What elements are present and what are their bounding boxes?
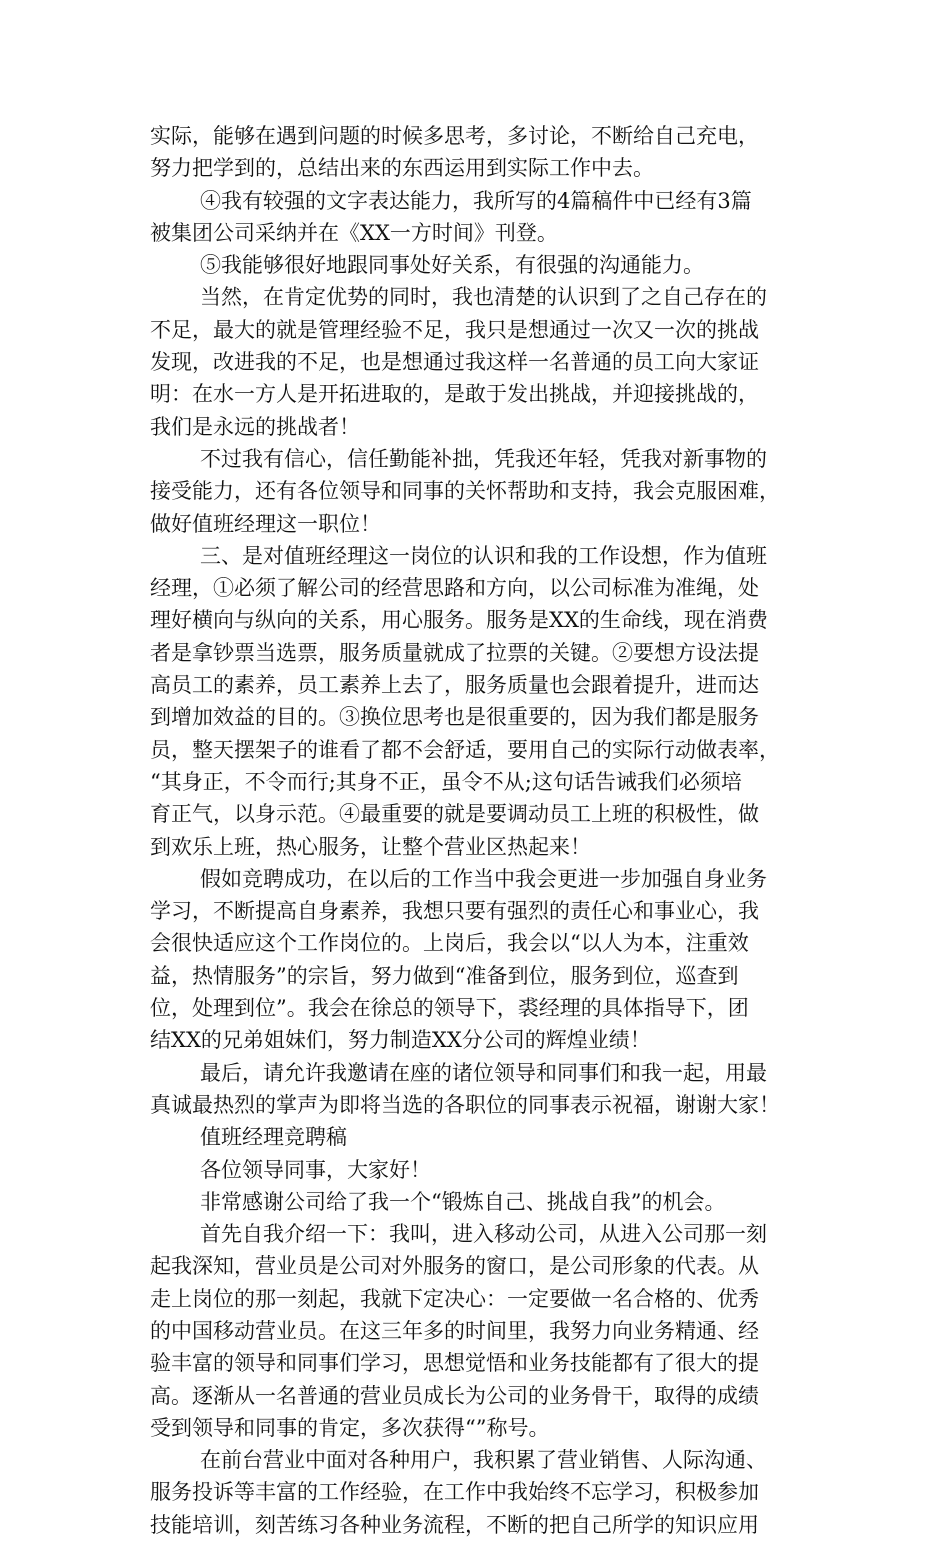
document-body bbox=[150, 120, 810, 1541]
text-line: 技能培训，刻苦练习各种业务流程，不断的把自己所学的知识应用 bbox=[150, 1512, 759, 1537]
text-line: 员，整天摆架子的谁看了都不会舒适，要用自己的实际行动做表率， bbox=[150, 737, 780, 762]
text-line: 三、是对值班经理这一岗位的认识和我的工作设想，作为值班 bbox=[200, 543, 767, 568]
text-line: 不过我有信心，信任勤能补拙，凭我还年轻，凭我对新事物的 bbox=[200, 446, 767, 471]
text-line: 明：在水一方人是开拓进取的，是敢于发出挑战，并迎接挑战的， bbox=[150, 382, 759, 407]
text-line: 起我深知，营业员是公司对外服务的窗口，是公司形象的代表。从 bbox=[150, 1254, 759, 1279]
text-line: 理好横向与纵向的关系，用心服务。服务是XX的生命线，现在消费 bbox=[150, 608, 768, 633]
text-line: 高。逐渐从一名普通的营业员成长为公司的业务骨干，取得的成绩 bbox=[150, 1383, 759, 1408]
text-line: “其身正，不令而行;其身不正，虽令不从;这句话告诫我们必须培 bbox=[150, 769, 742, 794]
text-line: ④我有较强的文字表达能力，我所写的4篇稿件中已经有3篇 bbox=[200, 188, 752, 213]
text-line: 真诚最热烈的掌声为即将当选的各职位的同事表示祝福，谢谢大家！ bbox=[150, 1092, 780, 1117]
text-line: 受到领导和同事的肯定，多次获得“”称号。 bbox=[150, 1415, 550, 1440]
text-line: 会很快适应这个工作岗位的。上岗后，我会以“以人为本，注重效 bbox=[150, 931, 749, 956]
text-line: 做好值班经理这一职位！ bbox=[150, 511, 381, 536]
text-line: 者是拿钞票当选票，服务质量就成了拉票的关键。②要想方设法提 bbox=[150, 640, 759, 665]
text-line: 的中国移动营业员。在这三年多的时间里，我努力向业务精通、经 bbox=[150, 1318, 759, 1343]
text-line: 经理，①必须了解公司的经营思路和方向，以公司标准为准绳，处 bbox=[150, 576, 759, 601]
text-line: 到增加效益的目的。③换位思考也是很重要的，因为我们都是服务 bbox=[150, 705, 759, 730]
text-line: ⑤我能够很好地跟同事处好关系，有很强的沟通能力。 bbox=[200, 253, 704, 278]
text-line: 益，热情服务”的宗旨，努力做到“准备到位，服务到位，巡查到 bbox=[150, 963, 739, 988]
text-line: 验丰富的领导和同事们学习，思想觉悟和业务技能都有了很大的提 bbox=[150, 1351, 759, 1376]
text-line: 最后，请允许我邀请在座的诸位领导和同事们和我一起，用最 bbox=[200, 1060, 767, 1085]
text-line: 实际，能够在遇到问题的时候多思考，多讨论，不断给自己充电， bbox=[150, 124, 759, 148]
text-line: 首先自我介绍一下：我叫，进入移动公司，从进入公司那一刻 bbox=[200, 1222, 767, 1247]
text-line: 学习，不断提高自身素养，我想只要有强烈的责任心和事业心，我 bbox=[150, 899, 759, 924]
text-line: 发现，改进我的不足，也是想通过我这样一名普通的员工向大家证 bbox=[150, 350, 759, 375]
text-line: 育正气，以身示范。④最重要的就是要调动员工上班的积极性，做 bbox=[150, 802, 759, 827]
text-line: 值班经理竞聘稿 bbox=[200, 1125, 347, 1150]
text-line: 位，处理到位”。我会在徐总的领导下，裘经理的具体指导下，团 bbox=[150, 996, 749, 1021]
text-line: 我们是永远的挑战者！ bbox=[150, 414, 360, 439]
text-line: 到欢乐上班，热心服务，让整个营业区热起来！ bbox=[150, 834, 591, 859]
text-line: 努力把学到的，总结出来的东西运用到实际工作中去。 bbox=[150, 156, 654, 181]
text-line: 各位领导同事，大家好！ bbox=[200, 1157, 431, 1182]
text-line: 服务投诉等丰富的工作经验，在工作中我始终不忘学习，积极参加 bbox=[150, 1480, 759, 1505]
text-line: 接受能力，还有各位领导和同事的关怀帮助和支持，我会克服困难， bbox=[150, 479, 780, 504]
text-line: 在前台营业中面对各种用户，我积累了营业销售、人际沟通、 bbox=[200, 1448, 767, 1473]
text-line: 当然，在肯定优势的同时，我也清楚的认识到了之自己存在的 bbox=[200, 285, 767, 310]
text-line: 假如竞聘成功，在以后的工作当中我会更进一步加强自身业务 bbox=[200, 866, 767, 891]
text-line: 非常感谢公司给了我一个“锻炼自己、挑战自我”的机会。 bbox=[200, 1189, 726, 1214]
text-line: 被集团公司采纳并在《XX一方时间》刊登。 bbox=[150, 220, 558, 245]
text-line: 不足，最大的就是管理经验不足，我只是想通过一次又一次的挑战 bbox=[150, 317, 759, 342]
text-line: 高员工的素养，员工素养上去了，服务质量也会跟着提升，进而达 bbox=[150, 673, 759, 698]
text-line: 走上岗位的那一刻起，我就下定决心：一定要做一名合格的、优秀 bbox=[150, 1286, 759, 1311]
text-line: 结XX的兄弟姐妹们，努力制造XX分公司的辉煌业绩！ bbox=[150, 1028, 651, 1053]
